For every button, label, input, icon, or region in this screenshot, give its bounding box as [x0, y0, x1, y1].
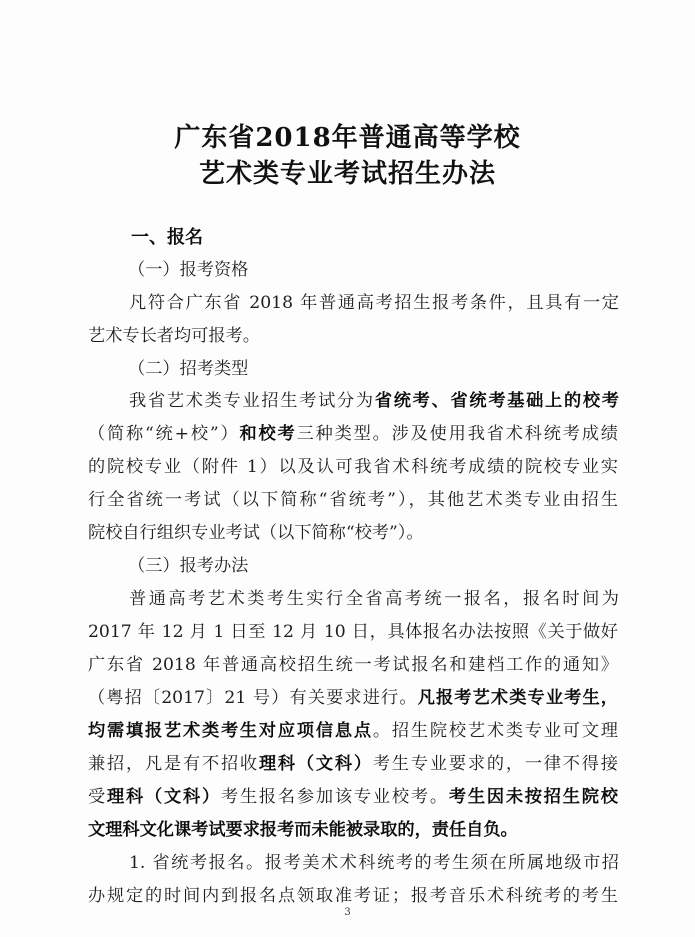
bold-text: 理科（文科） — [258, 754, 373, 774]
bold-text: 凡报考艺术类专业考生， — [417, 688, 618, 708]
paragraph-line: 凡符合广东省 2018 年普通高考招生报考条件，且具有一定 — [129, 293, 619, 313]
document-title-line-2: 艺术类专业考试招生办法 — [198, 159, 496, 189]
paragraph-line: 我省艺术类专业招生考试分为省统考、省统考基础上的校考 — [129, 391, 619, 411]
bold-text: 均需填报艺术类考生对应项信息点 — [88, 721, 373, 741]
bold-text: 和校考 — [239, 424, 297, 444]
paragraph-line: 普通高考艺术类考生实行全省高考统一报名，报名时间为 — [129, 589, 619, 609]
document-title-line-1: 广东省2018年普通高等学校 — [174, 123, 521, 153]
paragraph-line: 行全省统一考试（以下简称“省统考”），其他艺术类专业由招生 — [88, 490, 618, 510]
paragraph-line: 均需填报艺术类考生对应项信息点。招生院校艺术类专业可文理 — [88, 721, 618, 741]
paragraph-line: 的院校专业（附件 1）以及认可我省术科统考成绩的院校专业实 — [88, 457, 618, 477]
bold-text: 考生因未按招生院校 — [448, 787, 618, 807]
paragraph-line: 艺术专长者均可报考。 — [88, 326, 260, 346]
paragraph-line: 院校自行组织专业考试（以下简称“校考”）。 — [88, 523, 424, 543]
paragraph-line: 办规定的时间内到报名点领取准考证；报考音乐术科统考的考生 — [88, 886, 618, 906]
paragraph-line: 兼招，凡是有不招收理科（文科）考生专业要求的，一律不得接 — [88, 754, 618, 774]
paragraph-line: 受理科（文科）考生报名参加该专业校考。考生因未按招生院校 — [88, 787, 618, 807]
paragraph-line: 2017 年 12 月 1 日至 12 月 10 日，具体报名办法按照《关于做好 — [88, 622, 618, 642]
paragraph-line: 文理科文化课考试要求报考而未能被录取的，责任自负。 — [88, 820, 518, 840]
subsection-heading-registration-method: （三）报考办法 — [128, 556, 249, 576]
paragraph-line: （粤招〔2017〕21 号）有关要求进行。凡报考艺术类专业考生， — [88, 688, 618, 708]
bold-text: 省统考、省统考基础上的校考 — [374, 391, 619, 411]
subsection-heading-eligibility: （一）报考资格 — [128, 260, 249, 280]
page-number: 3 — [344, 907, 351, 918]
bold-text: 理科（文科） — [107, 787, 221, 807]
paragraph-line: 1. 省统考报名。报考美术术科统考的考生须在所属地级市招 — [129, 853, 619, 873]
paragraph-line: （简称“统+校”）和校考三种类型。涉及使用我省术科统考成绩 — [88, 424, 618, 444]
paragraph-line: 广东省 2018 年普通高校招生统一考试报名和建档工作的通知》 — [88, 655, 618, 675]
section-heading-registration: 一、报名 — [131, 227, 203, 248]
subsection-heading-exam-types: （二）招考类型 — [128, 359, 249, 379]
